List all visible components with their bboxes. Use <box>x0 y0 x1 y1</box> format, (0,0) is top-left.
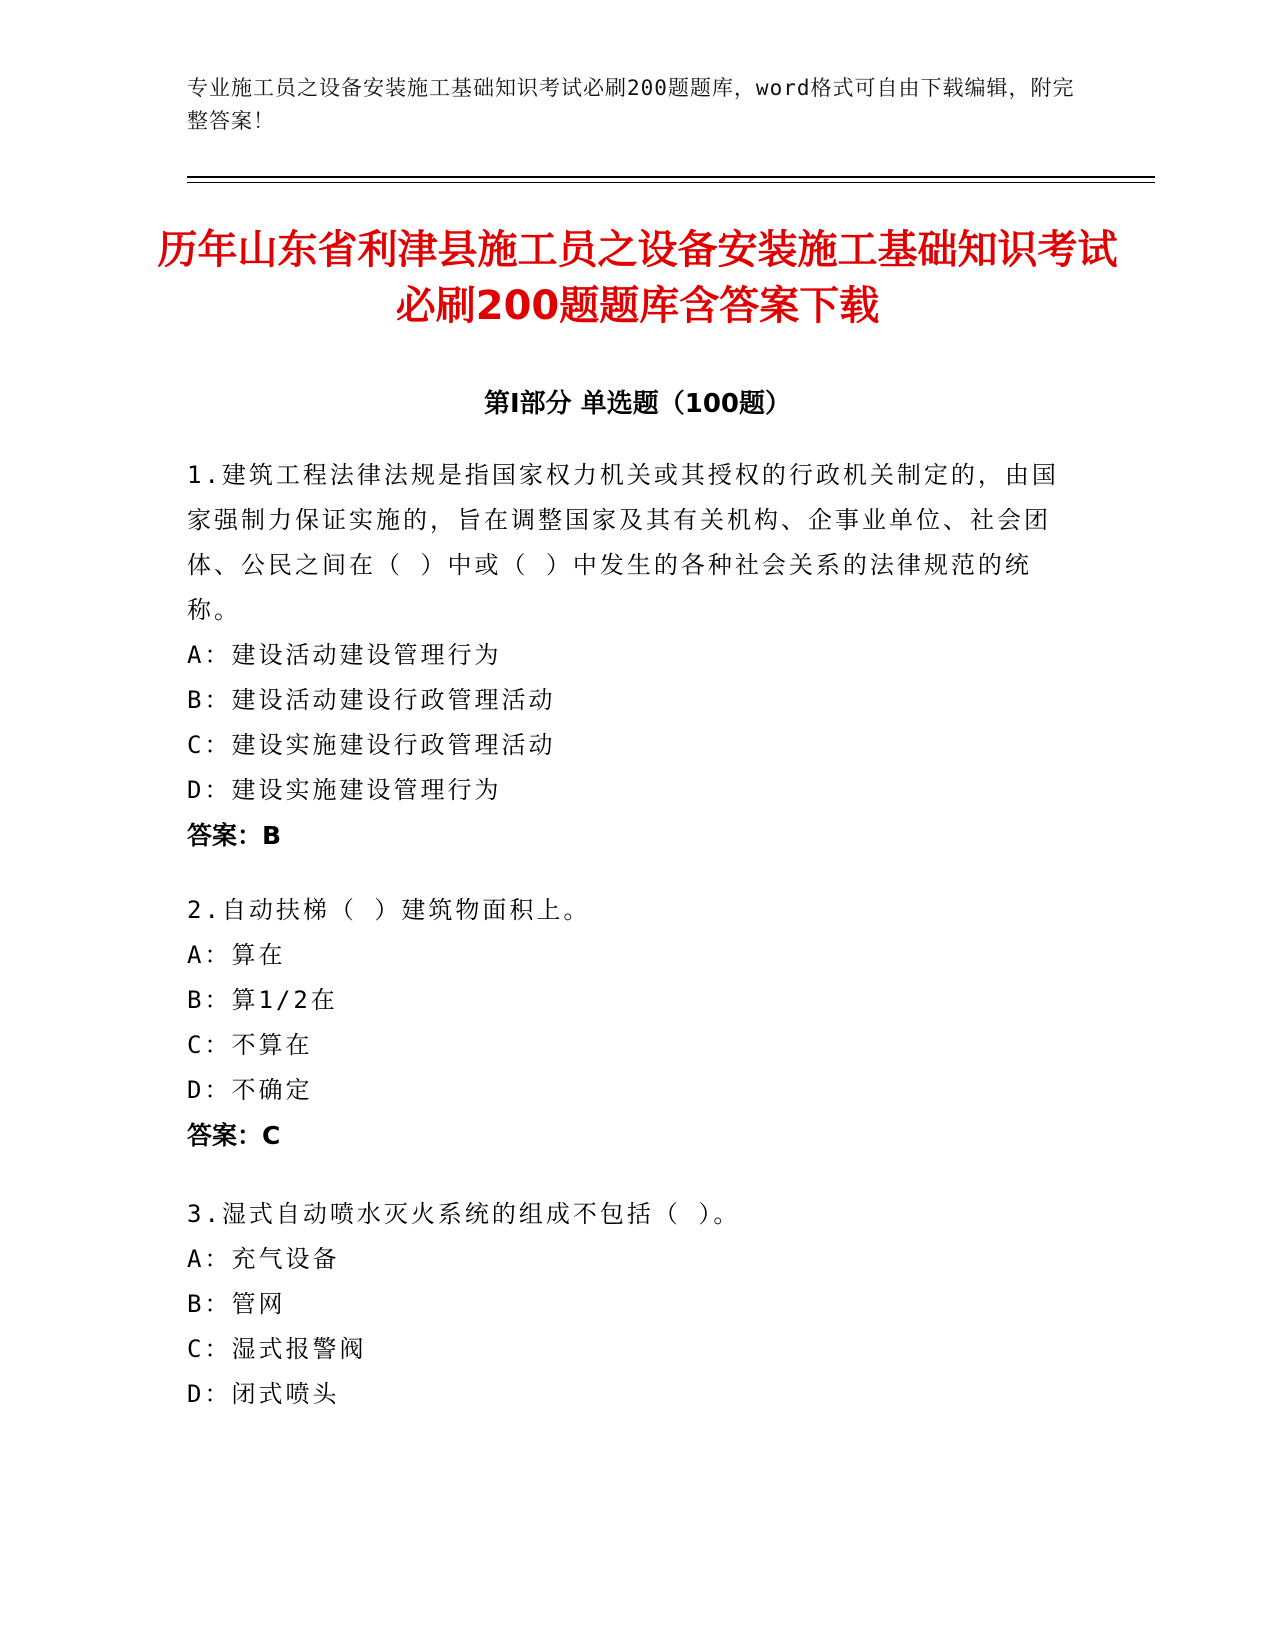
option-d: D：建设实施建设管理行为 <box>187 776 502 804</box>
question-1 <box>187 453 1067 858</box>
question-3 <box>187 1192 1067 1417</box>
question-stem: 3.湿式自动喷水灭火系统的组成不包括（ ）。 <box>187 1200 741 1228</box>
header-divider-thin <box>187 182 1155 183</box>
section-heading: 第Ⅰ部分 单选题（100题） <box>484 389 791 419</box>
header-divider <box>187 176 1155 178</box>
option-c: C：建设实施建设行政管理活动 <box>187 731 556 759</box>
question-stem: 2.自动扶梯（ ）建筑物面积上。 <box>187 896 591 924</box>
option-d: D：闭式喷头 <box>187 1380 340 1408</box>
question-stem: 1.建筑工程法律法规是指国家权力机关或其授权的行政机关制定的，由国家强制力保证实施的，旨在调整国家及其有关机构、企事业单位、社会团体、公民之间在（ ）中或（ ）中发生的各种社会关系的法律规范的统称。 <box>187 461 1059 624</box>
option-b: B：算1/2在 <box>187 986 338 1014</box>
option-b: B：管网 <box>187 1290 286 1318</box>
option-a: A：建设活动建设管理行为 <box>187 641 502 669</box>
option-d: D：不确定 <box>187 1076 313 1104</box>
option-a: A：充气设备 <box>187 1245 340 1273</box>
answer: 答案：B <box>187 821 282 850</box>
option-a: A：算在 <box>187 941 286 969</box>
option-c: C：湿式报警阀 <box>187 1335 367 1363</box>
document-title: 历年山东省利津县施工员之设备安装施工基础知识考试必刷200题题库含答案下载 <box>157 227 1118 329</box>
question-2 <box>187 888 1067 1158</box>
option-c: C：不算在 <box>187 1031 313 1059</box>
header-note: 专业施工员之设备安装施工基础知识考试必刷200题题库，word格式可自由下载编辑，附完整答案！ <box>187 76 1075 133</box>
option-b: B：建设活动建设行政管理活动 <box>187 686 556 714</box>
answer: 答案：C <box>187 1121 281 1150</box>
